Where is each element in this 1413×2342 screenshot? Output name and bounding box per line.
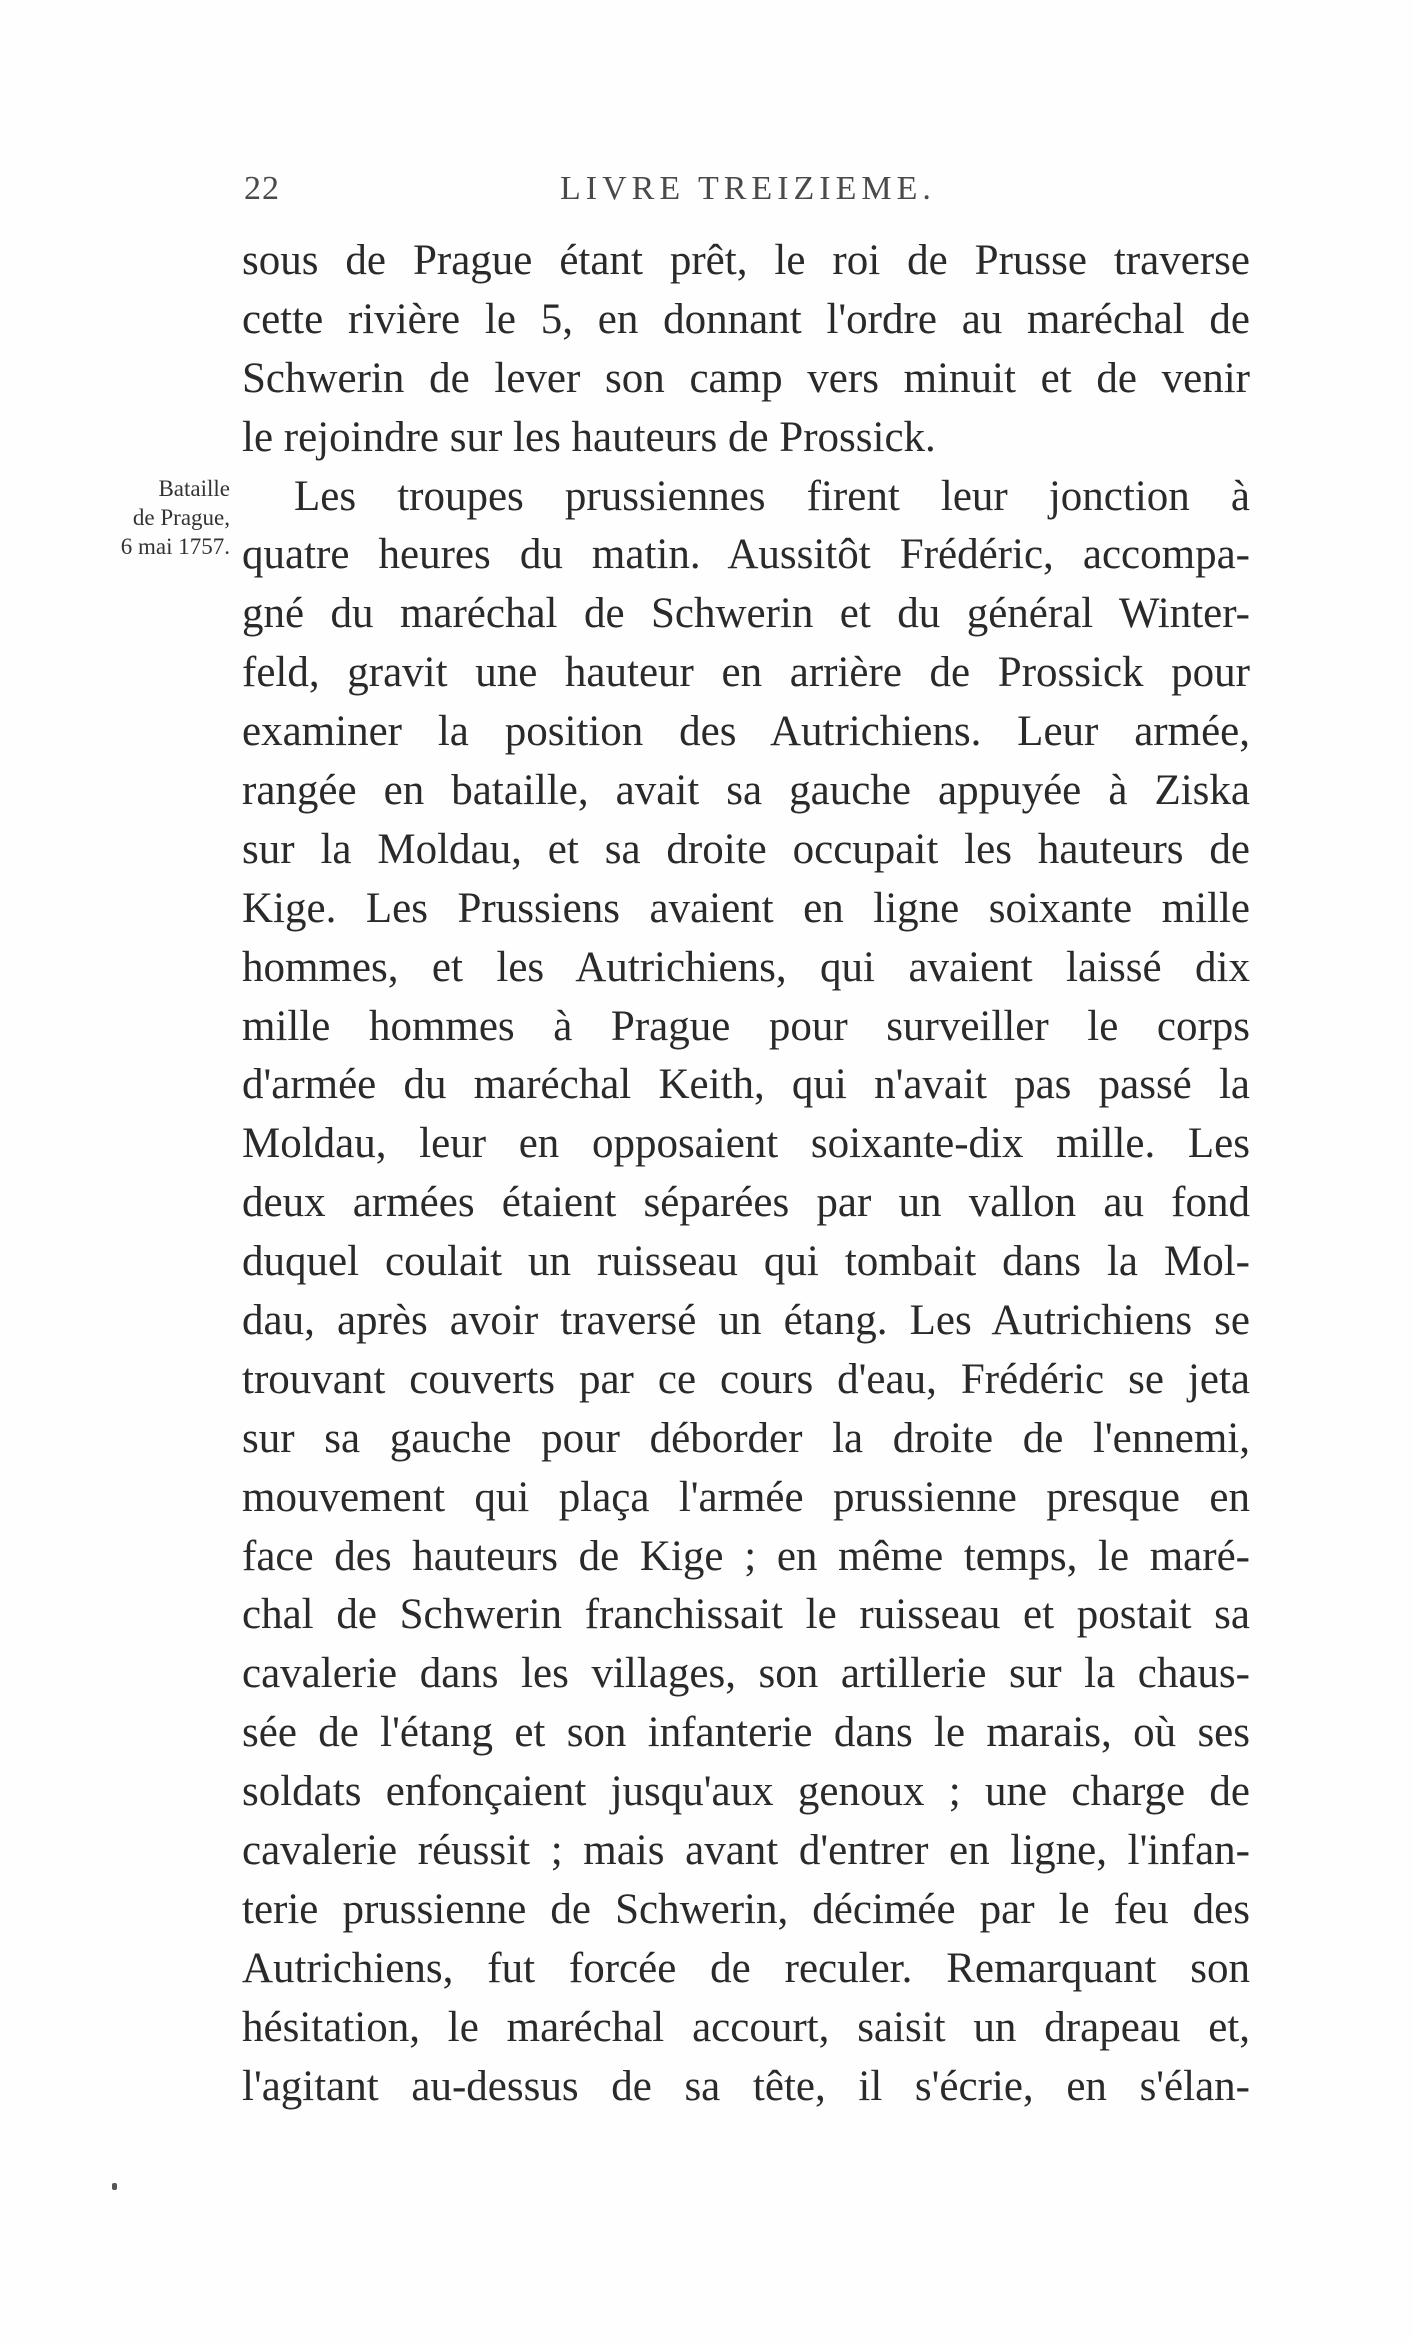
- margin-note-line: de Prague,: [132, 505, 230, 530]
- text-line: examiner la position des Autrichiens. Leur armée,: [242, 708, 1250, 756]
- text-line: sous de Prague étant prêt, le roi de Prusse traverse: [242, 237, 1250, 284]
- text-line: face des hauteurs de Kige ; en même temps, le maré-: [242, 1532, 1250, 1580]
- text-line: quatre heures du matin. Aussitôt Frédéric, accompa-: [242, 531, 1250, 579]
- text-line: cette rivière le 5, en donnant l'ordre au maréchal de: [242, 295, 1250, 343]
- text-line: hommes, et les Autrichiens, qui avaient laissé dix: [242, 943, 1250, 991]
- text-line: cavalerie dans les villages, son artillerie sur la chaus-: [242, 1650, 1250, 1698]
- text-line: deux armées étaient séparées par un vallon au fond: [242, 1179, 1250, 1227]
- ink-speck: [112, 2183, 117, 2190]
- text-line: mille hommes à Prague pour surveiller le corps: [242, 1002, 1250, 1050]
- text-line: Schwerin de lever son camp vers minuit et de venir: [242, 354, 1250, 402]
- text-line: le rejoindre sur les hauteurs de Prossick.: [242, 413, 936, 461]
- running-title: LIVRE TREIZIEME.: [560, 170, 936, 207]
- margin-note-line: 6 mai 1757.: [120, 534, 230, 559]
- text-line: sur sa gauche pour déborder la droite de l'ennemi,: [242, 1414, 1250, 1462]
- text-line: sée de l'étang et son infanterie dans le marais, où ses: [242, 1709, 1250, 1757]
- text-line: mouvement qui plaça l'armée prussienne presque en: [242, 1473, 1250, 1521]
- text-line: sur la Moldau, et sa droite occupait les hauteurs de: [242, 825, 1250, 873]
- text-line: Kige. Les Prussiens avaient en ligne soixante mille: [242, 884, 1250, 932]
- text-line: dau, après avoir traversé un étang. Les Autrichiens se: [242, 1297, 1250, 1345]
- text-line: Les troupes prussiennes firent leur jonction à: [294, 472, 1250, 520]
- margin-note: [40, 474, 230, 561]
- margin-note-line: Bataille: [158, 476, 230, 501]
- text-line: hésitation, le maréchal accourt, saisit un drapeau et,: [242, 2003, 1250, 2051]
- text-line: duquel coulait un ruisseau qui tombait dans la Mol-: [242, 1238, 1250, 1286]
- text-line: cavalerie réussit ; mais avant d'entrer en ligne, l'infan-: [242, 1827, 1250, 1875]
- page-number: 22: [244, 170, 280, 207]
- text-line: Moldau, leur en opposaient soixante-dix mille. Les: [242, 1120, 1250, 1168]
- text-line: d'armée du maréchal Keith, qui n'avait pas passé la: [242, 1061, 1250, 1109]
- text-line: feld, gravit une hauteur en arrière de Prossick pour: [242, 649, 1250, 697]
- text-line: rangée en bataille, avait sa gauche appuyée à Ziska: [242, 767, 1250, 815]
- text-line: l'agitant au-dessus de sa tête, il s'écrie, en s'élan-: [242, 2062, 1250, 2110]
- text-line: chal de Schwerin franchissait le ruisseau et postait sa: [242, 1591, 1250, 1639]
- text-line: Autrichiens, fut forcée de reculer. Remarquant son: [242, 1944, 1250, 1992]
- text-line: gné du maréchal de Schwerin et du général Winter-: [242, 590, 1250, 638]
- text-line: soldats enfonçaient jusqu'aux genoux ; une charge de: [242, 1768, 1250, 1816]
- text-line: trouvant couverts par ce cours d'eau, Frédéric se jeta: [242, 1355, 1250, 1403]
- body-text: [242, 232, 1250, 2117]
- text-line: terie prussienne de Schwerin, décimée par le feu des: [242, 1885, 1250, 1933]
